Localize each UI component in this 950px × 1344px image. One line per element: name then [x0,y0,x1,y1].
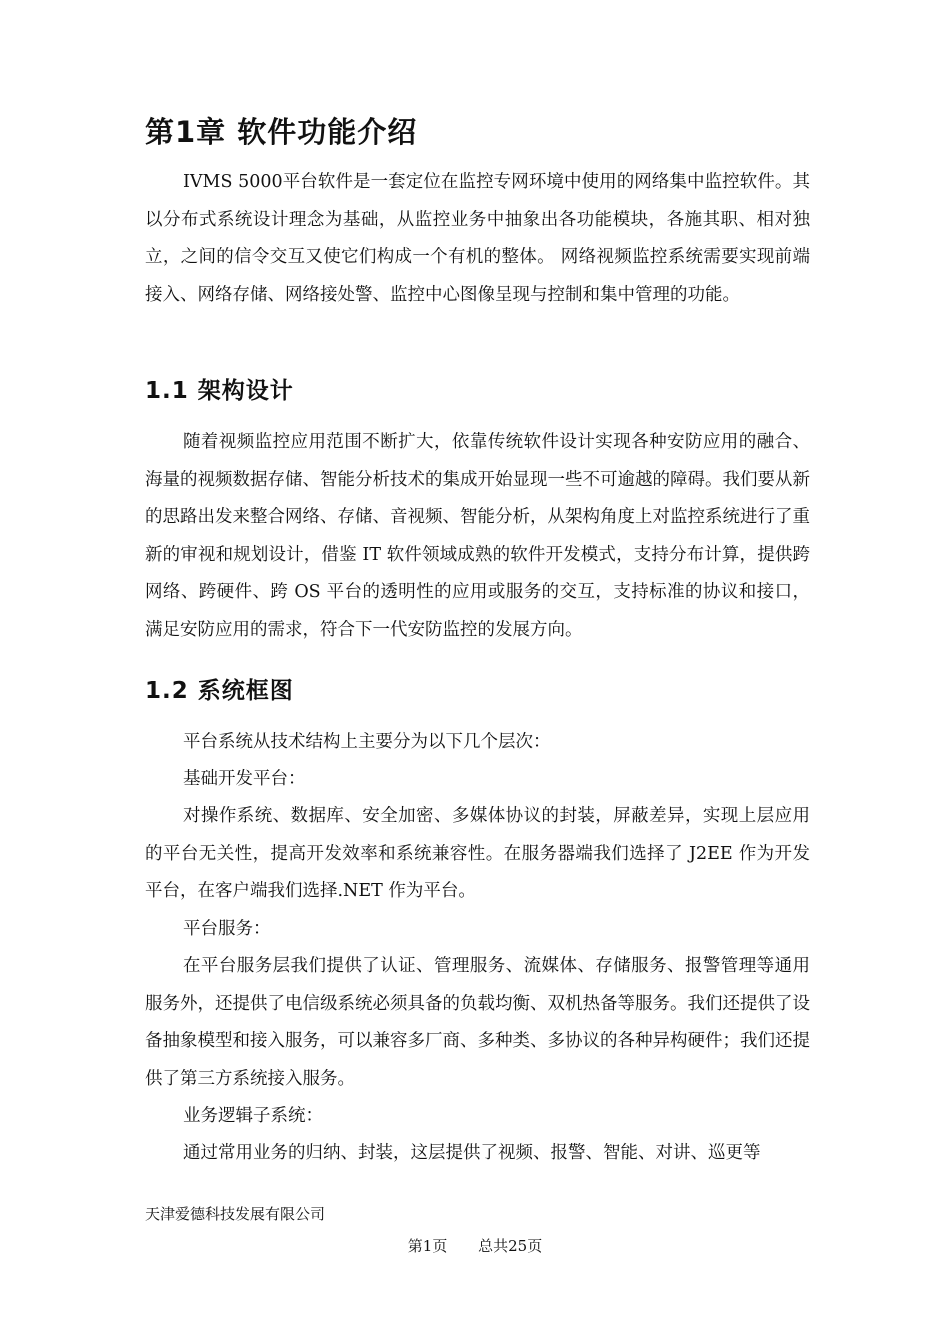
section-title-system-diagram: 1.2 系统框图 [145,678,294,704]
footer-page-number [0,1235,950,1256]
platform-services-heading: 平台服务： [183,919,271,939]
chapter-title: 第1章 软件功能介绍 [145,115,418,149]
business-logic-heading: 业务逻辑子系统： [183,1106,323,1126]
base-platform-paragraph: 对操作系统、数据库、安全加密、多媒体协议的封装，屏蔽差异，实现上层应用的平台无关性，提高开发效率和系统兼容性。在服务器端我们选择了 J2EE 作为开发平台，在客户端我们选择.NET 作为平台。 [145,806,810,901]
business-logic-paragraph: 通过常用业务的归纳、封装，这层提供了视频、报警、智能、对讲、巡更等 [183,1143,761,1163]
section-title-architecture: 1.1 架构设计 [145,378,294,404]
architecture-paragraph: 随着视频监控应用范围不断扩大，依靠传统软件设计实现各种安防应用的融合、海量的视频数据存储、智能分析技术的集成开始显现一些不可逾越的障碍。我们要从新的思路出发来整合网络、存储、音视频、智能分析，从架构角度上对监控系统进行了重新的审视和规划设计，借鉴 IT 软件领域成熟的软件开发模式，支持分布计算，提供跨网络、跨硬件、跨 OS 平台的透明性的应用或服务的交互，支持标准的协议和接口，满足安防应用的需求，符合下一代安防监控的发展方向。 [145,432,810,640]
layers-intro-paragraph: 平台系统从技术结构上主要分为以下几个层次： [183,732,551,752]
total-pages: 总共25页 [478,1237,543,1255]
footer-company-name: 天津爱德科技发展有限公司 [145,1205,326,1223]
current-page: 第1页 [407,1237,448,1255]
chapter-intro-paragraph: IVMS 5000平台软件是一套定位在监控专网环境中使用的网络集中监控软件。其以分布式系统设计理念为基础，从监控业务中抽象出各功能模块，各施其职、相对独立，之间的信令交互又使它们构成一个有机的整体。 网络视频监控系统需要实现前端接入、网络存储、网络接处警、监控中心图像呈现与控制和集中管理的功能。 [145,172,810,305]
base-platform-heading: 基础开发平台： [183,769,306,789]
platform-services-paragraph: 在平台服务层我们提供了认证、管理服务、流媒体、存储服务、报警管理等通用服务外，还提供了电信级系统必须具备的负载均衡、双机热备等服务。我们还提供了设备抽象模型和接入服务，可以兼容多厂商、多种类、多协议的各种异构硬件；我们还提供了第三方系统接入服务。 [145,956,810,1089]
